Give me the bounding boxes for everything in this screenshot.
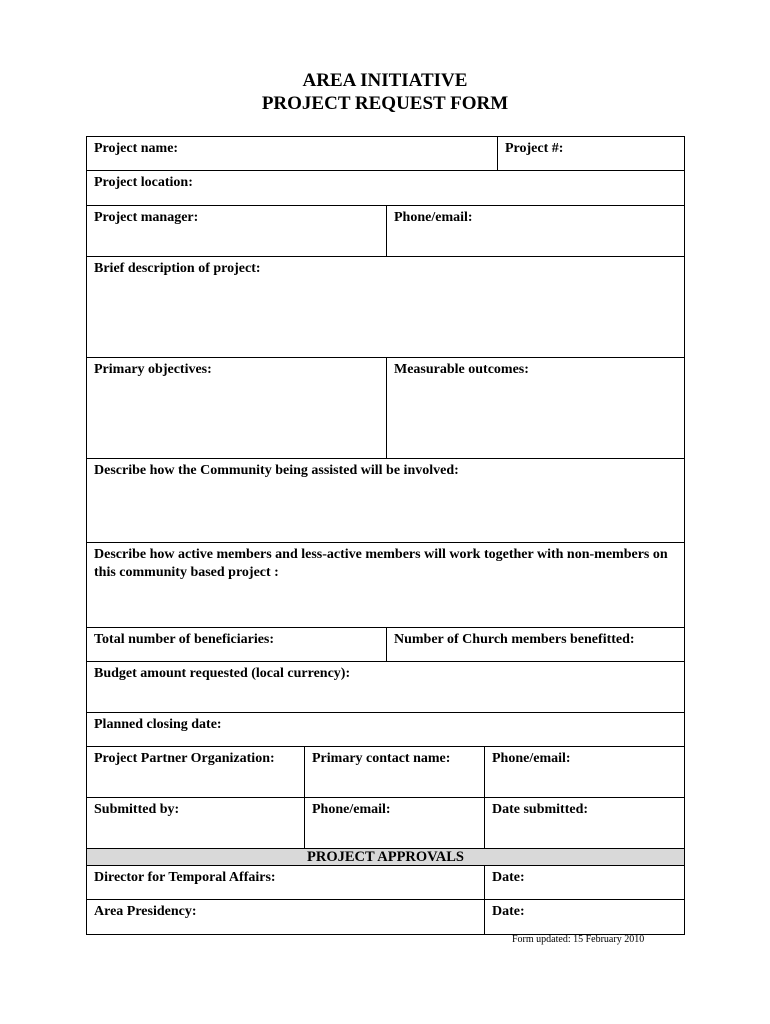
form-updated-note: Form updated: 15 February 2010 [512, 934, 645, 945]
project-approvals-heading: PROJECT APPROVALS [86, 848, 685, 866]
project-manager-field[interactable]: Project manager: [86, 205, 387, 257]
members-together-field[interactable]: Describe how active members and less-active members will work together with non-members on this community based project : [86, 542, 685, 628]
submitted-by-field[interactable]: Submitted by: [86, 797, 305, 849]
director-temporal-affairs-field[interactable]: Director for Temporal Affairs: [86, 865, 485, 900]
form-title-line2: PROJECT REQUEST FORM [261, 93, 509, 114]
primary-objectives-field[interactable]: Primary objectives: [86, 357, 387, 459]
project-location-field[interactable]: Project location: [86, 170, 685, 206]
total-beneficiaries-field[interactable]: Total number of beneficiaries: [86, 627, 387, 662]
form-title-line1: AREA INITIATIVE [302, 70, 468, 91]
project-name-field[interactable]: Project name: [86, 136, 498, 171]
church-members-benefitted-field[interactable]: Number of Church members benefitted: [386, 627, 685, 662]
budget-amount-field[interactable]: Budget amount requested (local currency): [86, 661, 685, 713]
presidency-date-field[interactable]: Date: [484, 899, 685, 935]
planned-closing-date-field[interactable]: Planned closing date: [86, 712, 685, 747]
partner-organization-field[interactable]: Project Partner Organization: [86, 746, 305, 798]
partner-phone-email-field[interactable]: Phone/email: [484, 746, 685, 798]
brief-description-field[interactable]: Brief description of project: [86, 256, 685, 358]
project-number-field[interactable]: Project #: [497, 136, 685, 171]
measurable-outcomes-field[interactable]: Measurable outcomes: [386, 357, 685, 459]
manager-phone-email-field[interactable]: Phone/email: [386, 205, 685, 257]
community-involvement-field[interactable]: Describe how the Community being assisted will be involved: [86, 458, 685, 543]
date-submitted-field[interactable]: Date submitted: [484, 797, 685, 849]
director-date-field[interactable]: Date: [484, 865, 685, 900]
submitter-phone-email-field[interactable]: Phone/email: [304, 797, 485, 849]
primary-contact-name-field[interactable]: Primary contact name: [304, 746, 485, 798]
area-presidency-field[interactable]: Area Presidency: [86, 899, 485, 935]
